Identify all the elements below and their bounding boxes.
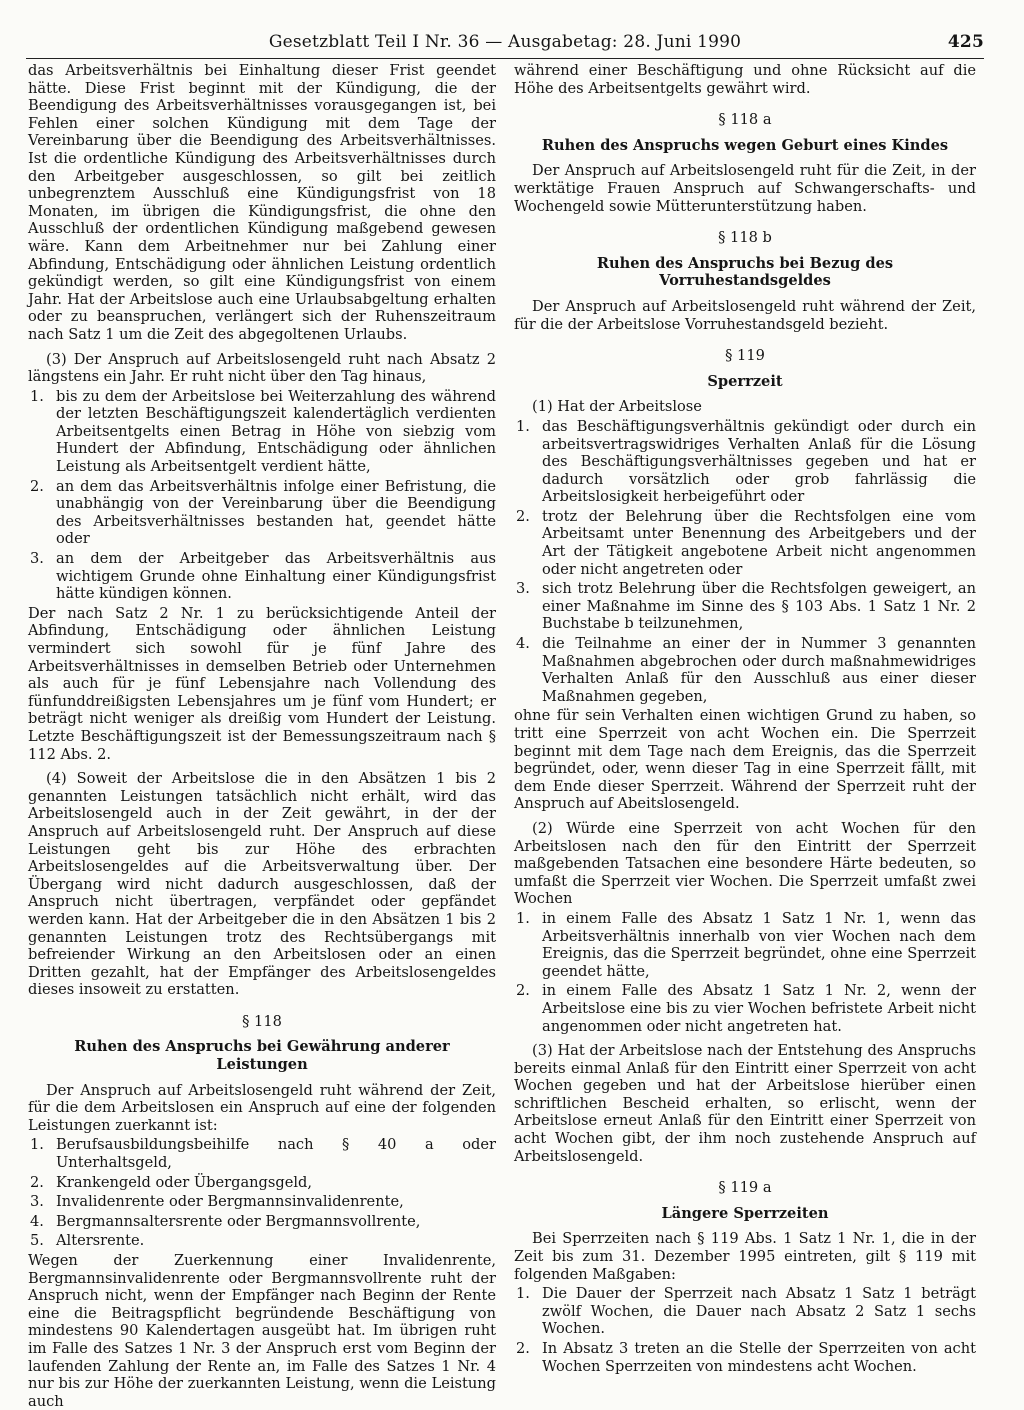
- list-item: 1. bis zu dem der Arbeitslose bei Weiterzahlung des während der letzten Beschäftigungszeit kalendertäglich verdienten Arbeitsentgelts einen Betrag in Höhe von siebzig vom Hundert der Abfindung, Entschädigung oder ähnlichen Leistung als Arbeitsentgelt verdient hätte,: [30, 387, 496, 476]
- section-118b-text: Der Anspruch auf Arbeitslosengeld ruht während der Zeit, für die der Arbeitslose Vorruhestandsgeld bezieht.: [514, 297, 976, 333]
- gazette-title: Gesetzblatt Teil I Nr. 36 — Ausgabetag: 28. Juni 1990: [268, 32, 742, 52]
- list-item: 1. Die Dauer der Sperrzeit nach Absatz 1 Satz 1 beträgt zwölf Wochen, die Dauer nach Absatz 2 Satz 1 sechs Wochen.: [516, 1285, 976, 1338]
- section-119-absatz-1-intro: (1) Hat der Arbeitslose: [532, 398, 702, 416]
- section-heading: Ruhen des Anspruchs wegen Geburt eines Kindes: [541, 136, 949, 154]
- page-number: 425: [947, 32, 984, 52]
- right-column: [514, 62, 976, 1377]
- section-number: § 119: [725, 347, 765, 365]
- section-heading: Ruhen des Anspruchs bei Gewährung anderer Leistungen: [74, 1038, 450, 1074]
- section-118-list: [28, 1136, 496, 1250]
- section-118-tail: Wegen der Zuerkennung einer Invalidenrente, Bergmannsinvalidenrente oder Bergmannsvollrente ruht der Anspruch nicht, wenn der Empfänger nach Beginn der Rente eine die Beitragspflicht begründende Beschäftigung von mindestens 90 Kalendertagen ausgeübt hat. Im übrigen ruht im Falle des Satzes 1 Nr. 3 der Anspruch erst vom Beginn der laufenden Zahlung der Rente an, im Falle des Satzes 1 Nr. 4 nur bis zur Höhe der zuerkannten Leistung, wenn die Leistung auch: [28, 1252, 496, 1410]
- absatz-4: (4) Soweit der Arbeitslose die in den Absätzen 1 bis 2 genannten Leistungen tatsächlich nicht erhält, wird das Arbeitslosengeld auch in der Zeit gewährt, in der der Anspruch auf Arbeitslosengeld ruht. Der Anspruch auf diese Leistungen geht bis zur Höhe des erbrachten Arbeitslosengeldes auf die Arbeitsverwaltung über. Der Übergang wird nicht dadurch ausgeschlossen, daß der Anspruch nicht übertragen, verpfändet oder gepfändet werden kann. Hat der Arbeitgeber die in den Absätzen 1 bis 2 genannten Leistungen trotz des Rechtsübergangs mit befreiender Wirkung an den Arbeitslosen oder an einen Dritten gezahlt, hat der Empfänger des Arbeitslosengeldes dieses insoweit zu erstatten.: [28, 770, 496, 999]
- section-118-intro: Der Anspruch auf Arbeitslosengeld ruht während der Zeit, für die dem Arbeitslosen ein Anspruch auf eine der folgenden Leistungen zuerkannt ist:: [28, 1081, 496, 1134]
- section-119-absatz-3: (3) Hat der Arbeitslose nach der Entstehung des Anspruchs bereits einmal Anlaß für den Eintritt einer Sperrzeit von acht Wochen gegeben und hat der Arbeitslose hierüber einen schriftlichen Bescheid erhalten, so erlischt, wenn der Arbeitslose erneut Anlaß für den Eintritt einer Sperrzeit von acht Wochen gibt, der ihm noch zustehende Anspruch auf Arbeitslosengeld.: [514, 1042, 976, 1165]
- list-item: 5. Altersrente.: [30, 1232, 145, 1250]
- section-heading: Sperrzeit: [707, 372, 783, 390]
- list-item: 2. trotz der Belehrung über die Rechtsfolgen eine vom Arbeitsamt unter Benennung des Arbeitgebers und der Art der Tätigkeit angebotene Arbeit nicht angenommen oder nicht angetreten oder: [516, 507, 976, 578]
- list-item: 3. sich trotz Belehrung über die Rechtsfolgen geweigert, an einer Maßnahme im Sinne des § 103 Abs. 1 Satz 1 Nr. 2 Buchstabe b teilzunehmen,: [516, 580, 976, 633]
- list-item: 1. in einem Falle des Absatz 1 Satz 1 Nr. 1, wenn das Arbeitsverhältnis innerhalb von vier Wochen nach dem Ereignis, das die Sperrzeit begründet, ohne eine Sperrzeit geendet hätte,: [516, 909, 976, 980]
- section-number: § 119 a: [718, 1179, 772, 1197]
- paragraph-continuation: das Arbeitsverhältnis bei Einhaltung dieser Frist geendet hätte. Diese Frist beginnt mit der Kündigung, die der Beendigung des Arbeitsverhältnisses vorausgegangen ist, bei Fehlen einer solchen Kündigung mit dem Tage der Vereinbarung über die Beendigung des Arbeitsverhältnisses. Ist die ordentliche Kündigung des Arbeitsverhältnisses durch den Arbeitgeber ausgeschlossen, so gilt bei zeitlich unbegrenztem Ausschluß eine Kündigungsfrist von 18 Monaten, im übrigen die Kündigungsfrist, die ohne den Ausschluß der ordentlichen Kündigung maßgebend gewesen wäre. Kann dem Arbeitnehmer nur bei Zahlung einer Abfindung, Entschädigung oder ähnlichen Leistung ordentlich gekündigt werden, so gilt eine Kündigungsfrist von einem Jahr. Hat der Arbeitslose auch eine Urlaubsabgeltung erhalten oder zu beanspruchen, verlängert sich der Ruhenszeitraum nach Satz 1 um die Zeit des abgegoltenen Urlaubs.: [28, 62, 496, 343]
- list-item: 3. Invalidenrente oder Bergmannsinvalidenrente,: [30, 1193, 404, 1211]
- left-column: [28, 62, 496, 1410]
- absatz-3-tail: Der nach Satz 2 Nr. 1 zu berücksichtigende Anteil der Abfindung, Entschädigung oder ähnlichen Leistung vermindert sich sowohl für je fünf Jahre des Arbeitsverhältnisses in demselben Betrieb oder Unternehmen als auch für je fünf Lebensjahre nach Vollendung des fünfunddreißigsten Lebensjahres um je fünf vom Hundert; er beträgt nicht weniger als dreißig vom Hundert der Leistung. Letzte Beschäftigungszeit ist der Bemessungszeitraum nach § 112 Abs. 2.: [28, 604, 496, 763]
- list-item: 4. die Teilnahme an einer der in Nummer 3 genannten Maßnahmen abgebrochen oder durch maßnahmewidriges Verhalten Anlaß für den Ausschluß aus einer dieser Maßnahmen gegeben,: [516, 635, 976, 705]
- section-119-absatz-2-list: [514, 910, 976, 1035]
- list-item: 2. an dem das Arbeitsverhältnis infolge einer Befristung, die unabhängig von der Vereinbarung über die Beendigung des Arbeitsverhältnisses bestanden hat, geendet hätte oder: [30, 477, 496, 548]
- section-heading: Längere Sperrzeiten: [661, 1204, 829, 1222]
- list-item: 3. an dem der Arbeitgeber das Arbeitsverhältnis aus wichtigem Grunde ohne Einhaltung einer Kündigungsfrist hätte kündigen können.: [30, 550, 496, 603]
- section-number: § 118 a: [718, 111, 772, 129]
- section-number: § 118: [242, 1012, 282, 1030]
- list-item: 1. Berufsausbildungsbeihilfe nach § 40 a oder Unterhaltsgeld,: [30, 1136, 496, 1172]
- list-item: 2. Krankengeld oder Übergangsgeld,: [30, 1173, 313, 1191]
- list-item: 2. in einem Falle des Absatz 1 Satz 1 Nr. 2, wenn der Arbeitslose eine bis zu vier Wochen befristete Arbeit nicht angenommen oder nicht angetreten hat.: [516, 982, 976, 1035]
- section-heading: Ruhen des Anspruchs bei Bezug des Vorruhestandsgeldes: [596, 254, 894, 290]
- section-118a-text: Der Anspruch auf Arbeitslosengeld ruht für die Zeit, in der werktätige Frauen Anspruch auf Schwangerschafts- und Wochengeld sowie Mütterunterstützung haben.: [514, 162, 976, 215]
- list-item: 1. das Beschäftigungsverhältnis gekündigt oder durch ein arbeitsvertragswidriges Verhalten Anlaß für die Lösung des Beschäftigungsverhältnisses gegeben und hat er dadurch vorsätzlich oder grob fahrlässig die Arbeitslosigkeit herbeigeführt oder: [516, 417, 976, 506]
- list-item: 4. Bergmannsaltersrente oder Bergmannsvollrente,: [30, 1212, 421, 1230]
- page-header: [26, 30, 984, 59]
- section-119-absatz-1-tail: ohne für sein Verhalten einen wichtigen Grund zu haben, so tritt eine Sperrzeit von acht Wochen ein. Die Sperrzeit beginnt mit dem Tage nach dem Ereignis, das die Sperrzeit begründet, oder, wenn dieser Tag in eine Sperrzeit fällt, mit dem Ende dieser Sperrzeit. Während der Sperrzeit ruht der Anspruch auf Abeitslosengeld.: [514, 707, 976, 813]
- absatz-3-intro: (3) Der Anspruch auf Arbeitslosengeld ruht nach Absatz 2 längstens ein Jahr. Er ruht nicht über den Tag hinaus,: [28, 350, 496, 386]
- section-119a-intro: Bei Sperrzeiten nach § 119 Abs. 1 Satz 1 Nr. 1, die in der Zeit bis zum 31. Dezember 1995 eintreten, gilt § 119 mit folgenden Maßgaben:: [514, 1230, 976, 1283]
- section-119-absatz-2-intro: (2) Würde eine Sperrzeit von acht Wochen für den Arbeitslosen nach den für den Eintritt der Sperrzeit maßgebenden Tatsachen eine besondere Härte bedeuten, so umfaßt die Sperrzeit vier Wochen. Die Sperrzeit umfaßt zwei Wochen: [514, 819, 976, 908]
- section-119-absatz-1-list: [514, 418, 976, 706]
- paragraph-continuation: während einer Beschäftigung und ohne Rücksicht auf die Höhe des Arbeitsentgelts gewährt wird.: [514, 62, 976, 97]
- section-number: § 118 b: [718, 229, 772, 247]
- absatz-3-list: [28, 388, 496, 603]
- list-item: 2. In Absatz 3 treten an die Stelle der Sperrzeiten von acht Wochen Sperrzeiten von mindestens acht Wochen.: [516, 1340, 976, 1375]
- section-119a-list: [514, 1285, 976, 1375]
